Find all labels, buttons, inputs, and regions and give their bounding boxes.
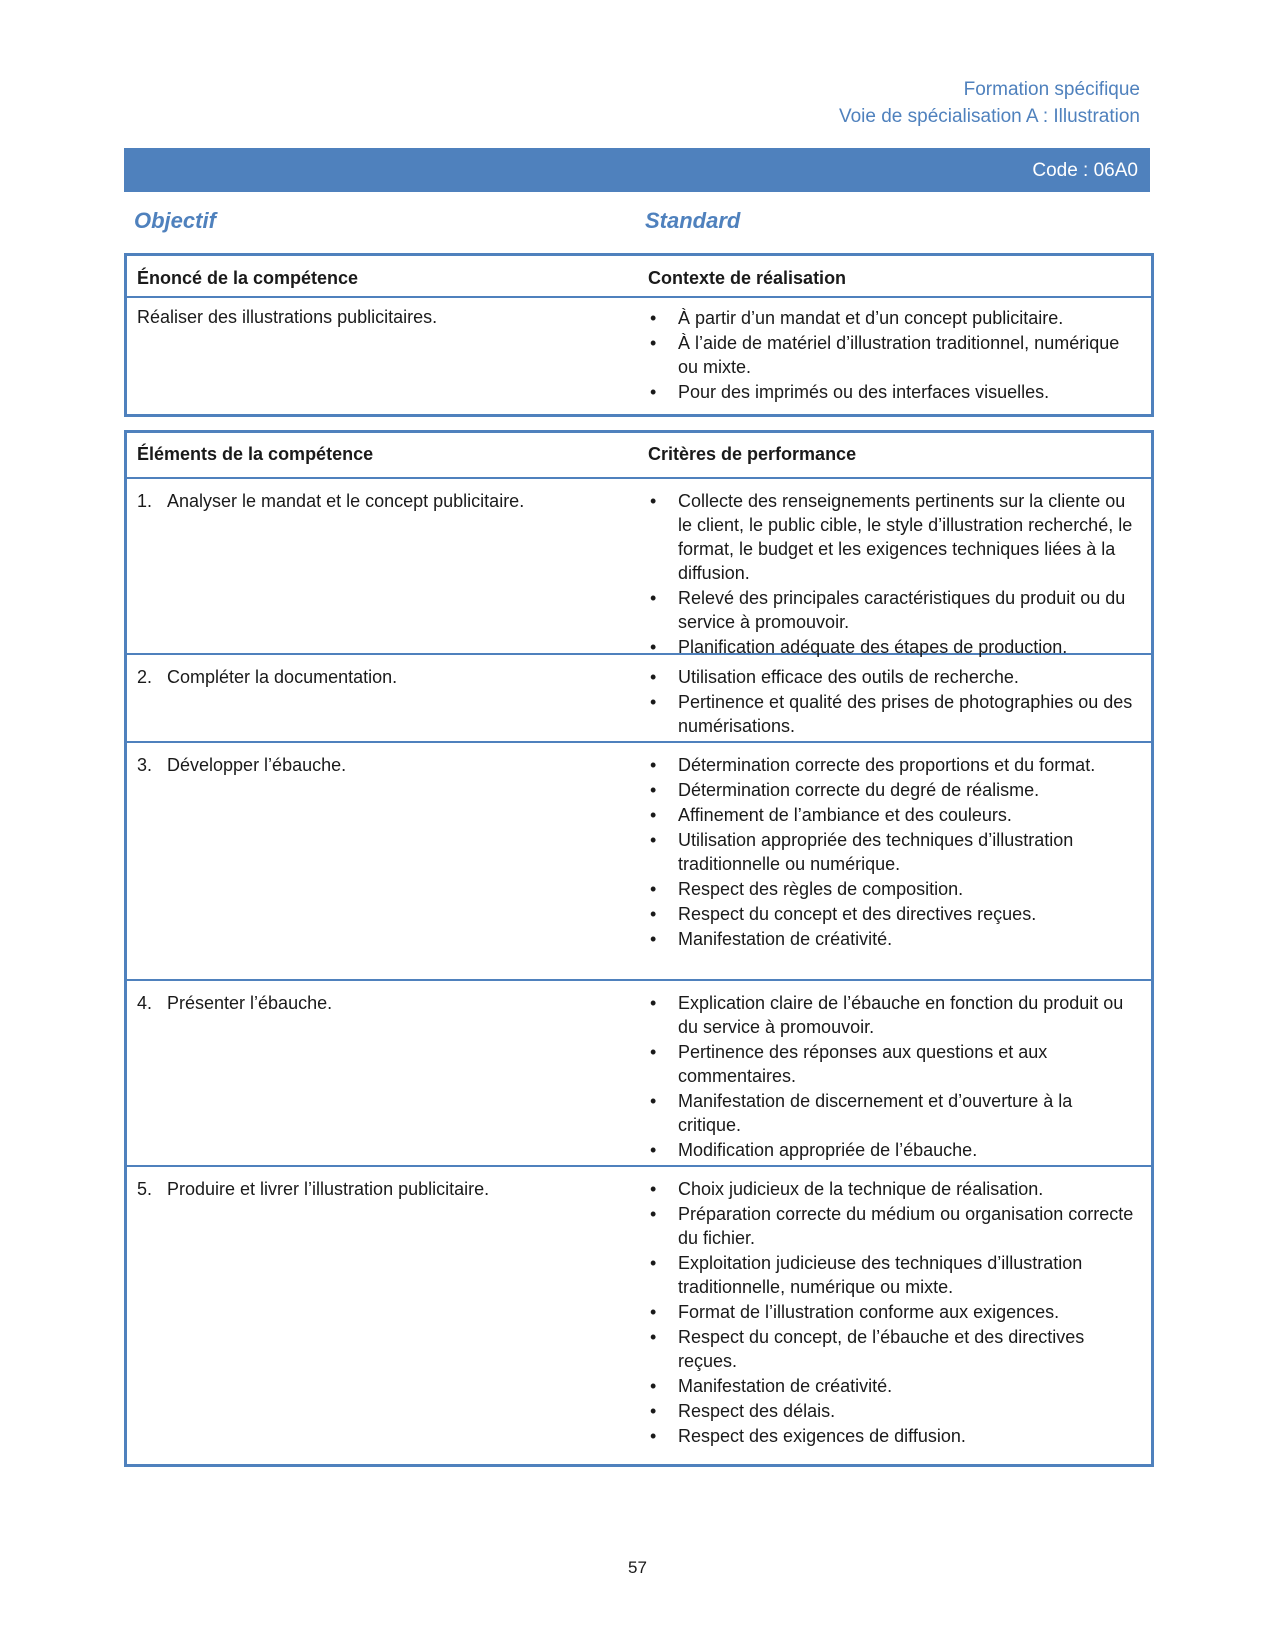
criteria-item: • Format de l’illustration conforme aux exigences. [648, 1300, 1138, 1324]
criteria-item: • Modification appropriée de l’ébauche. [648, 1138, 1138, 1162]
criteria-container [648, 991, 1138, 1163]
criteria-header: Critères de performance [648, 444, 857, 464]
element-row-2 [127, 655, 1151, 743]
criteria-container [648, 753, 1138, 952]
element-label: Présenter l’ébauche. [167, 993, 333, 1013]
element-row-3 [127, 743, 1151, 981]
element-label: Analyser le mandat et le concept publicitaire. [167, 491, 525, 511]
criteria-list [648, 1177, 1138, 1448]
standard-heading: Standard [645, 208, 741, 233]
criteria-item: • Manifestation de créativité. [648, 1374, 1138, 1398]
element-number: 5. [137, 1179, 153, 1199]
context-header: Contexte de réalisation [648, 268, 847, 288]
header-specialisation: Voie de spécialisation A : Illustration [838, 106, 1140, 127]
element-number: 1. [137, 491, 153, 511]
context-list [648, 306, 1138, 404]
element-text [137, 665, 617, 689]
criteria-item: • Détermination correcte du degré de réalisme. [648, 778, 1138, 802]
criteria-item: • Utilisation appropriée des techniques d’illustration traditionnelle ou numérique. [648, 828, 1138, 876]
context-item: • À l’aide de matériel d’illustration traditionnel, numérique ou mixte. [648, 331, 1138, 379]
page-number: 57 [628, 1558, 647, 1577]
competence-body-row [127, 298, 1151, 414]
element-text [137, 991, 617, 1015]
criteria-list [648, 991, 1138, 1162]
competency-code: Code : 06A0 [1032, 160, 1138, 181]
element-label: Développer l’ébauche. [167, 755, 347, 775]
criteria-item: • Respect des exigences de diffusion. [648, 1424, 1138, 1448]
element-number: 2. [137, 667, 153, 687]
criteria-item: • Manifestation de discernement et d’ouverture à la critique. [648, 1089, 1138, 1137]
criteria-list [648, 753, 1138, 951]
element-text [137, 1177, 617, 1201]
criteria-container [648, 489, 1138, 660]
criteria-container [648, 1177, 1138, 1449]
criteria-item: • Respect du concept, de l’ébauche et des directives reçues. [648, 1325, 1138, 1373]
elements-header-row [127, 433, 1151, 479]
competence-statement-header: Énoncé de la compétence [137, 268, 359, 288]
element-text [137, 753, 617, 777]
context-item: • À partir d’un mandat et d’un concept publicitaire. [648, 306, 1138, 330]
context-item: • Pour des imprimés ou des interfaces visuelles. [648, 380, 1138, 404]
element-row-4 [127, 981, 1151, 1167]
element-row-5 [127, 1167, 1151, 1457]
criteria-item: • Respect des délais. [648, 1399, 1138, 1423]
criteria-item: • Préparation correcte du médium ou organisation correcte du fichier. [648, 1202, 1138, 1250]
competence-statement: Réaliser des illustrations publicitaires. [137, 307, 438, 327]
elements-header: Éléments de la compétence [137, 444, 374, 464]
document-header [839, 76, 1140, 130]
element-label: Produire et livrer l’illustration publicitaire. [167, 1179, 490, 1199]
criteria-item: • Manifestation de créativité. [648, 927, 1138, 951]
criteria-list [648, 489, 1138, 659]
criteria-item: • Relevé des principales caractéristiques du produit ou du service à promouvoir. [648, 586, 1138, 634]
element-number: 3. [137, 755, 153, 775]
criteria-item: • Utilisation efficace des outils de recherche. [648, 665, 1138, 689]
code-bar [124, 148, 1150, 192]
criteria-item: • Détermination correcte des proportions et du format. [648, 753, 1138, 777]
element-text [137, 489, 617, 513]
criteria-item: • Affinement de l’ambiance et des couleurs. [648, 803, 1138, 827]
criteria-list [648, 665, 1138, 738]
criteria-item: • Exploitation judicieuse des techniques d’illustration traditionnelle, numérique ou mixte. [648, 1251, 1138, 1299]
criteria-item: • Planification adéquate des étapes de production. [648, 635, 1138, 659]
criteria-item: • Explication claire de l’ébauche en fonction du produit ou du service à promouvoir. [648, 991, 1138, 1039]
criteria-item: • Collecte des renseignements pertinents sur la cliente ou le client, le public cible, le style d’illustration recherché, le format, le budget et les exigences techniques liées à la diffusion. [648, 489, 1138, 585]
competence-box [124, 253, 1154, 417]
element-number: 4. [137, 993, 153, 1013]
competence-header-row [127, 256, 1151, 298]
criteria-item: • Respect des règles de composition. [648, 877, 1138, 901]
criteria-item: • Choix judicieux de la technique de réalisation. [648, 1177, 1138, 1201]
element-row-1 [127, 479, 1151, 655]
criteria-item: • Respect du concept et des directives reçues. [648, 902, 1138, 926]
criteria-item: • Pertinence et qualité des prises de photographies ou des numérisations. [648, 690, 1138, 738]
context-list-container [648, 306, 1138, 405]
header-program: Formation spécifique [963, 79, 1140, 100]
criteria-item: • Pertinence des réponses aux questions et aux commentaires. [648, 1040, 1138, 1088]
objectif-heading: Objectif [134, 208, 216, 233]
elements-box [124, 430, 1154, 1467]
criteria-container [648, 665, 1138, 739]
element-label: Compléter la documentation. [167, 667, 398, 687]
